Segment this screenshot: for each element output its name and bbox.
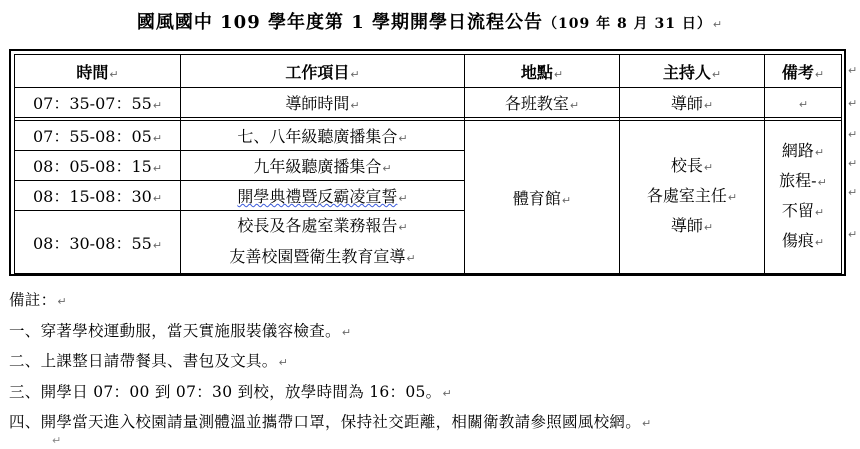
header-host: 主持人↵: [620, 55, 765, 88]
paragraph-mark-icon: ↵: [712, 18, 724, 31]
paragraph-mark-icon: ↵: [848, 64, 858, 77]
title-main: 國風國中 109 學年度第 1 學期開學日流程公告: [136, 12, 544, 33]
cell-time: 07：35-07：55↵: [15, 88, 181, 118]
cell-note: ↵: [765, 88, 842, 118]
header-time: 時間↵: [15, 55, 181, 88]
cell-item: 校長及各處室業務報告↵ 友善校園暨衛生教育宣導↵: [181, 211, 465, 274]
header-note: 備考↵: [765, 55, 842, 88]
document-title: [0, 8, 860, 34]
notes-section: [9, 286, 652, 439]
cell-item: 九年級聽廣播集合↵: [181, 151, 465, 181]
paragraph-mark-icon: ↵: [848, 128, 858, 141]
cell-host-merged: 校長↵ 各處室主任↵ 導師↵: [620, 121, 765, 274]
cell-item: 開學典禮暨反霸凌宣誓↵: [181, 181, 465, 211]
table-row: [15, 88, 842, 118]
cell-place: 各班教室↵: [465, 88, 620, 118]
cell-time: 08：30-08：55↵: [15, 211, 181, 274]
header-place: 地點↵: [465, 55, 620, 88]
cell-time: 07：55-08：05↵: [15, 121, 181, 151]
paragraph-mark-icon: ↵: [848, 186, 858, 199]
cell-host: 導師↵: [620, 88, 765, 118]
table-header-row: [15, 55, 842, 88]
note-item: 一、穿著學校運動服，當天實施服裝儀容檢查。↵: [9, 321, 352, 340]
cell-item: 導師時間↵: [181, 88, 465, 118]
note-item: 四、開學當天進入校園請量測體溫並攜帶口罩，保持社交距離，相關衛教請參照國風校網。↵: [9, 413, 652, 431]
table-row: [15, 121, 842, 151]
note-item: 三、開學日 07：00 到 07：30 到校，放學時間為 16：05。↵: [9, 382, 453, 401]
cell-place-merged: 體育館↵: [465, 121, 620, 274]
cell-item: 七、八年級聽廣播集合↵: [181, 121, 465, 151]
paragraph-mark-icon: ↵: [848, 97, 858, 110]
paragraph-mark-icon: ↵: [848, 228, 858, 241]
schedule-table: [14, 54, 842, 274]
cell-time: 08：15-08：30↵: [15, 181, 181, 211]
cell-note-merged: 網路↵ 旅程-↵ 不留↵ 傷痕↵: [765, 121, 842, 274]
paragraph-mark-icon: ↵: [52, 434, 62, 447]
note-item: 二、上課整日請帶餐具、書包及文具。↵: [9, 352, 289, 370]
header-item: 工作項目↵: [181, 55, 465, 88]
paragraph-mark-icon: ↵: [848, 157, 858, 170]
cell-time: 08：05-08：15↵: [15, 151, 181, 181]
title-date: （109 年 8 月 31 日）: [543, 16, 712, 32]
notes-heading: 備註：↵: [9, 291, 67, 309]
